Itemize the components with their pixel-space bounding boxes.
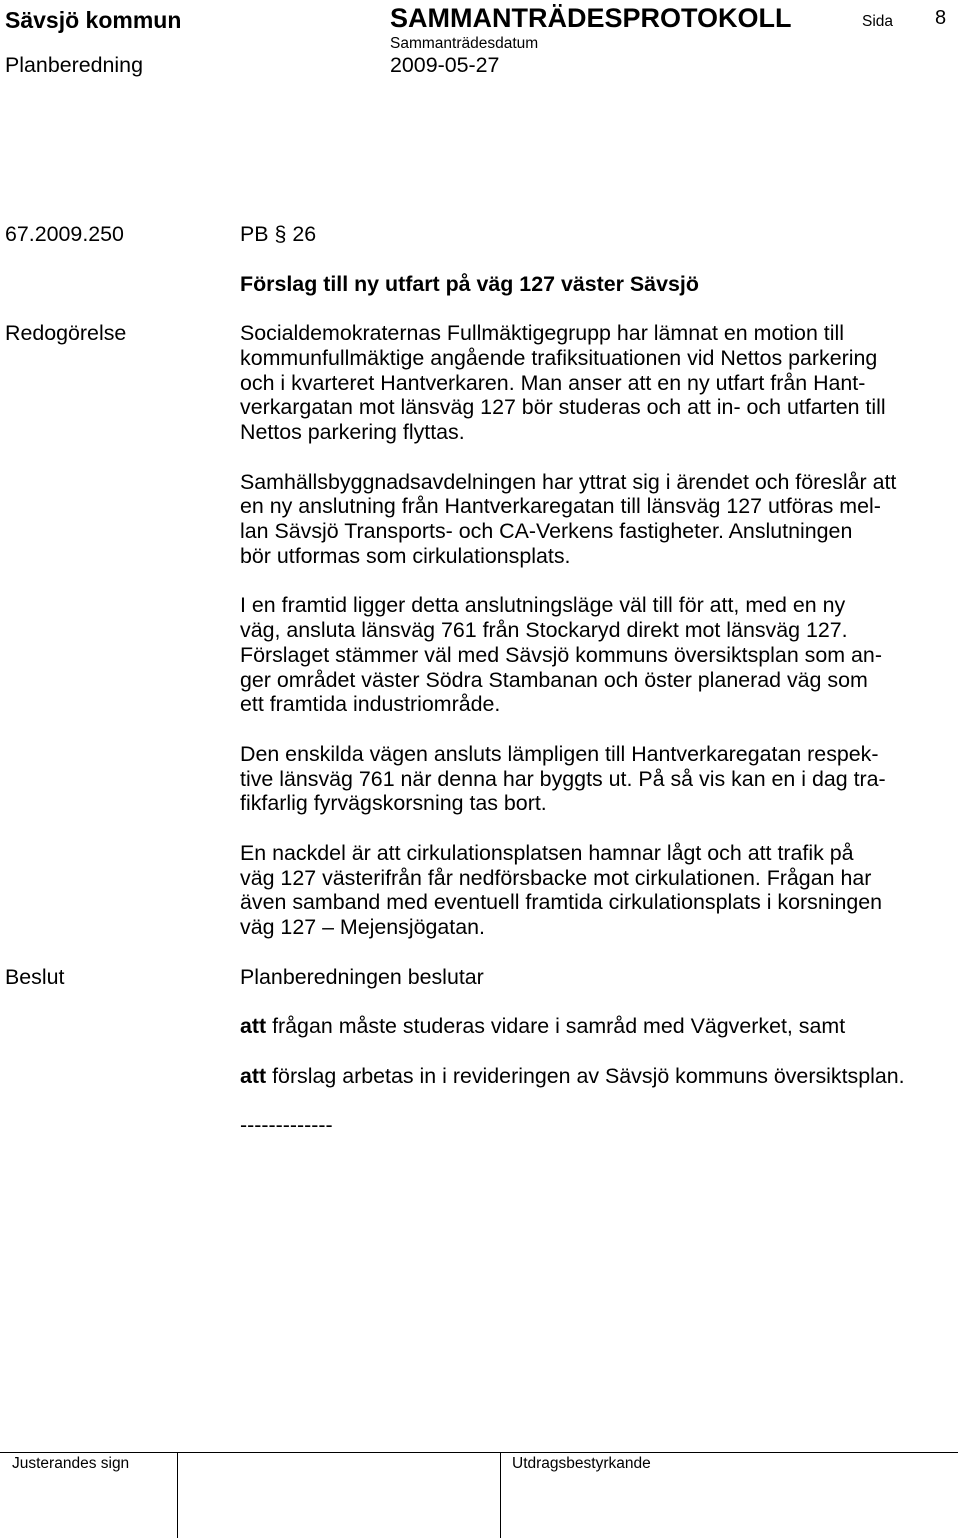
report-paragraph-3 bbox=[0, 593, 960, 717]
margin-column bbox=[0, 272, 240, 297]
decision-clause-1 bbox=[0, 1014, 960, 1039]
paragraph-text bbox=[240, 593, 960, 717]
document-type: SAMMANTRÄDESPROTOKOLL bbox=[390, 3, 792, 33]
protocol-body bbox=[0, 222, 960, 1138]
meeting-date-label: Sammanträdesdatum bbox=[390, 35, 539, 52]
decision-intro: Planberedningen beslutar bbox=[240, 964, 484, 989]
page-number: 8 bbox=[935, 7, 947, 29]
report-paragraph-4 bbox=[0, 742, 960, 816]
meeting-date: 2009-05-27 bbox=[390, 53, 500, 77]
clause-text: förslag arbetas in i revideringen av Sävsjö kommuns översiktsplan. bbox=[266, 1063, 905, 1088]
paragraph-text bbox=[240, 321, 960, 445]
decision-clause-2 bbox=[0, 1064, 960, 1089]
margin-column bbox=[0, 593, 240, 717]
paragraph-line: fikfarlig fyrvägskorsning tas bort. bbox=[240, 791, 547, 816]
report-label: Redogörelse bbox=[5, 321, 127, 345]
paragraph-line: Samhällsbyggnadsavdelningen har yttrat sig i ärendet och föreslår att bbox=[240, 469, 897, 494]
margin-column bbox=[0, 1113, 240, 1138]
clause-text: frågan måste studeras vidare i samråd med Vägverket, samt bbox=[266, 1014, 846, 1038]
page-label: Sida bbox=[862, 13, 894, 30]
report-paragraph-1 bbox=[0, 321, 960, 445]
separator-row bbox=[0, 1113, 960, 1138]
extract-label: Utdragsbestyrkande bbox=[512, 1455, 651, 1472]
item-title: Förslag till ny utfart på väg 127 väster Sävsjö bbox=[240, 271, 699, 296]
case-number: 67.2009.250 bbox=[5, 222, 124, 246]
paragraph-line: En nackdel är att cirkulationsplatsen hamnar lågt och att trafik på bbox=[240, 840, 854, 865]
section-separator: ------------- bbox=[240, 1113, 333, 1137]
footer-divider bbox=[0, 1452, 958, 1453]
paragraph-text bbox=[240, 742, 960, 816]
paragraph-line: väg 127 västerifrån får nedförsbacke mot cirkulationen. Frågan har bbox=[240, 865, 872, 890]
organization-name: Sävsjö kommun bbox=[5, 7, 182, 33]
decision-row bbox=[0, 965, 960, 990]
decision-label: Beslut bbox=[5, 964, 65, 989]
paragraph-line: väg, ansluta länsväg 761 från Stockaryd direkt mot länsväg 127. bbox=[240, 618, 848, 642]
footer-column-divider bbox=[177, 1452, 178, 1538]
signature-label: Justerandes sign bbox=[12, 1455, 130, 1472]
margin-column bbox=[0, 1014, 240, 1039]
clause-keyword: att bbox=[240, 1014, 267, 1038]
paragraph-line: Förslaget stämmer väl med Sävsjö kommuns översiktsplan som an- bbox=[240, 642, 882, 667]
case-row bbox=[0, 222, 960, 247]
clause-keyword: att bbox=[240, 1063, 267, 1088]
paragraph-line: en ny anslutning från Hantverkaregatan till länsväg 127 utföras mel- bbox=[240, 494, 881, 519]
paragraph-line: verkargatan mot länsväg 127 bör studeras och att in- och utfarten till bbox=[240, 395, 886, 420]
paragraph-line: bör utformas som cirkulationsplats. bbox=[240, 543, 571, 568]
margin-column bbox=[0, 1064, 240, 1089]
report-paragraph-2 bbox=[0, 470, 960, 569]
clause-line bbox=[240, 1014, 960, 1039]
paragraph-text bbox=[240, 841, 960, 940]
clause-line bbox=[240, 1064, 960, 1089]
committee-name: Planberedning bbox=[5, 53, 143, 77]
paragraph-line: väg 127 – Mejensjögatan. bbox=[240, 915, 485, 939]
margin-column bbox=[0, 742, 240, 816]
paragraph-line: ett framtida industriområde. bbox=[240, 692, 501, 717]
paragraph-line: även samband med eventuell framtida cirkulationsplats i korsningen bbox=[240, 890, 883, 915]
paragraph-line: Den enskilda vägen ansluts lämpligen till Hantverkaregatan respek- bbox=[240, 741, 879, 766]
paragraph-line: Nettos parkering flyttas. bbox=[240, 420, 465, 444]
paragraph-line: I en framtid ligger detta anslutningsläge väl till för att, med en ny bbox=[240, 593, 846, 618]
paragraph-line: kommunfullmäktige angående trafiksituationen vid Nettos parkering bbox=[240, 345, 878, 370]
margin-column bbox=[0, 470, 240, 569]
margin-column bbox=[0, 841, 240, 940]
paragraph-line: Socialdemokraternas Fullmäktigegrupp har lämnat en motion till bbox=[240, 321, 844, 345]
paragraph-line: lan Sävsjö Transports- och CA-Verkens fastigheter. Anslutningen bbox=[240, 519, 853, 543]
paragraph-line: tive länsväg 761 när denna har byggts ut. På så vis kan en i dag tra- bbox=[240, 766, 886, 791]
paragraph-text bbox=[240, 470, 960, 569]
paragraph-line: och i kvarteret Hantverkaren. Man anser att en ny utfart från Hant- bbox=[240, 370, 866, 395]
title-row bbox=[0, 272, 960, 297]
report-paragraph-5 bbox=[0, 841, 960, 940]
footer-column-divider bbox=[500, 1452, 501, 1538]
section-reference: PB § 26 bbox=[240, 222, 317, 246]
paragraph-line: ger området väster Södra Stambanan och öster planerad väg som bbox=[240, 667, 868, 692]
